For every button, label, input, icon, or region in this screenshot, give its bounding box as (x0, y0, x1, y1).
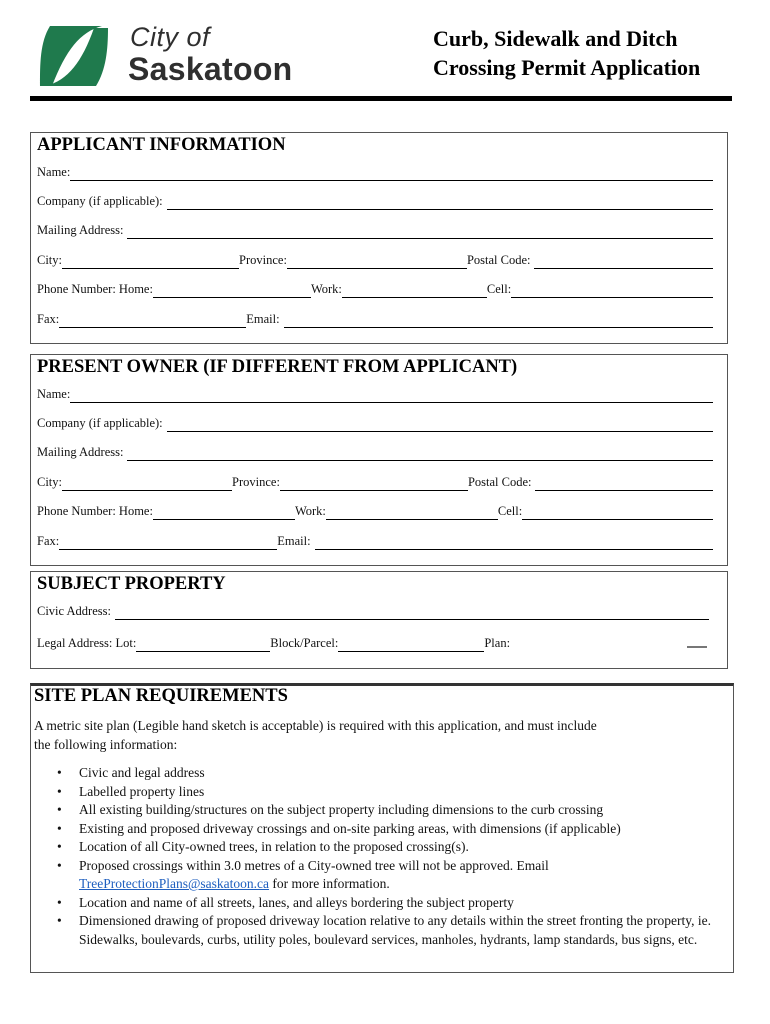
province-field[interactable] (280, 476, 468, 491)
company-label: Company (if applicable): (37, 194, 163, 208)
section-heading: SUBJECT PROPERTY (37, 574, 226, 594)
cell-field[interactable] (511, 283, 713, 298)
block-parcel-field[interactable] (338, 637, 484, 652)
cell-label: Cell: (497, 504, 523, 518)
title-line-2: Crossing Permit Application (433, 55, 701, 80)
cell-label: Cell: (486, 282, 512, 296)
requirements-list (55, 764, 731, 949)
civic-address-field[interactable] (115, 605, 709, 620)
work-field[interactable] (326, 505, 498, 520)
site-plan-intro (34, 716, 694, 754)
work-label: Work: (294, 504, 326, 518)
email-field[interactable] (315, 535, 713, 550)
city-logo-icon (36, 24, 110, 88)
civic-address-label: Civic Address: (37, 604, 111, 618)
list-item-text: Proposed crossings within 3.0 metres of a City-owned tree will not be approved. Email (79, 857, 549, 873)
postal-field[interactable] (534, 254, 713, 269)
email-label: Email: (246, 312, 280, 326)
property-section (30, 571, 728, 669)
fax-field[interactable] (59, 535, 277, 550)
list-item: • All existing building/structures on the subject property including dimensions to the curb crossing (55, 801, 731, 820)
city-label: City: (37, 475, 63, 489)
phone-home-label: Phone Number: Home: (37, 282, 153, 296)
applicant-section (30, 132, 728, 344)
name-field[interactable] (70, 166, 713, 181)
mailing-field[interactable] (127, 224, 713, 239)
name-label: Name: (37, 165, 71, 179)
province-field[interactable] (287, 254, 467, 269)
city-field[interactable] (62, 476, 232, 491)
company-label: Company (if applicable): (37, 416, 163, 430)
mailing-field[interactable] (127, 446, 713, 461)
plan-label: Plan: (484, 636, 511, 650)
phone-home-field[interactable] (153, 505, 295, 520)
list-item-text: for more information. (272, 876, 390, 891)
city-logo (36, 24, 316, 90)
province-label: Province: (232, 475, 280, 489)
fax-label: Fax: (37, 534, 60, 548)
postal-label: Postal Code: (467, 475, 532, 489)
section-heading: SITE PLAN REQUIREMENTS (34, 686, 288, 706)
postal-label: Postal Code: (466, 253, 531, 267)
site-plan-section (30, 683, 734, 973)
list-item: • Labelled property lines (55, 783, 731, 802)
list-item: • Location of all City-owned trees, in relation to the proposed crossing(s). (55, 838, 731, 857)
email-field[interactable] (284, 313, 713, 328)
province-label: Province: (239, 253, 287, 267)
postal-field[interactable] (535, 476, 713, 491)
name-label: Name: (37, 387, 71, 401)
company-field[interactable] (167, 195, 713, 210)
work-field[interactable] (342, 283, 487, 298)
document-title (433, 24, 700, 82)
logo-name-text: Saskatoon (128, 51, 293, 87)
logo-city-text: City of (130, 22, 211, 52)
tree-protection-email-link[interactable]: TreeProtectionPlans@saskatoon.ca (79, 876, 270, 891)
list-item: • Dimensioned drawing of proposed driveway location relative to any details within the street fronting the property, ie. Sidewalks, boulevards, curbs, utility poles, boulevard services, manholes, hydrants, lamp standards, bus signs, etc. (55, 912, 731, 949)
plan-field[interactable] (687, 646, 707, 648)
section-heading: PRESENT OWNER (IF DIFFERENT FROM APPLICANT) (37, 357, 518, 377)
city-label: City: (37, 253, 63, 267)
name-field[interactable] (70, 388, 713, 403)
work-label: Work: (310, 282, 342, 296)
title-line-1: Curb, Sidewalk and Ditch (433, 26, 678, 51)
mailing-label: Mailing Address: (37, 445, 124, 459)
cell-field[interactable] (522, 505, 713, 520)
lot-field[interactable] (136, 637, 270, 652)
title-divider (30, 96, 732, 101)
list-item: • Civic and legal address (55, 764, 731, 783)
email-label: Email: (277, 534, 311, 548)
phone-home-field[interactable] (153, 283, 311, 298)
fax-label: Fax: (37, 312, 60, 326)
section-heading: APPLICANT INFORMATION (37, 135, 286, 155)
fax-field[interactable] (59, 313, 246, 328)
intro-line: A metric site plan (Legible hand sketch is acceptable) is required with this application, and must include (34, 718, 597, 733)
mailing-label: Mailing Address: (37, 223, 124, 237)
list-item: • Existing and proposed driveway crossings and on-site parking areas, with dimensions (if applicable) (55, 820, 731, 839)
intro-line: the following information: (34, 737, 178, 752)
lot-label: Legal Address: Lot: (37, 636, 137, 650)
company-field[interactable] (167, 417, 713, 432)
city-field[interactable] (62, 254, 239, 269)
list-item: • Location and name of all streets, lanes, and alleys bordering the subject property (55, 894, 731, 913)
block-parcel-label: Block/Parcel: (270, 636, 339, 650)
owner-section (30, 354, 728, 566)
list-item (55, 857, 731, 894)
phone-home-label: Phone Number: Home: (37, 504, 153, 518)
